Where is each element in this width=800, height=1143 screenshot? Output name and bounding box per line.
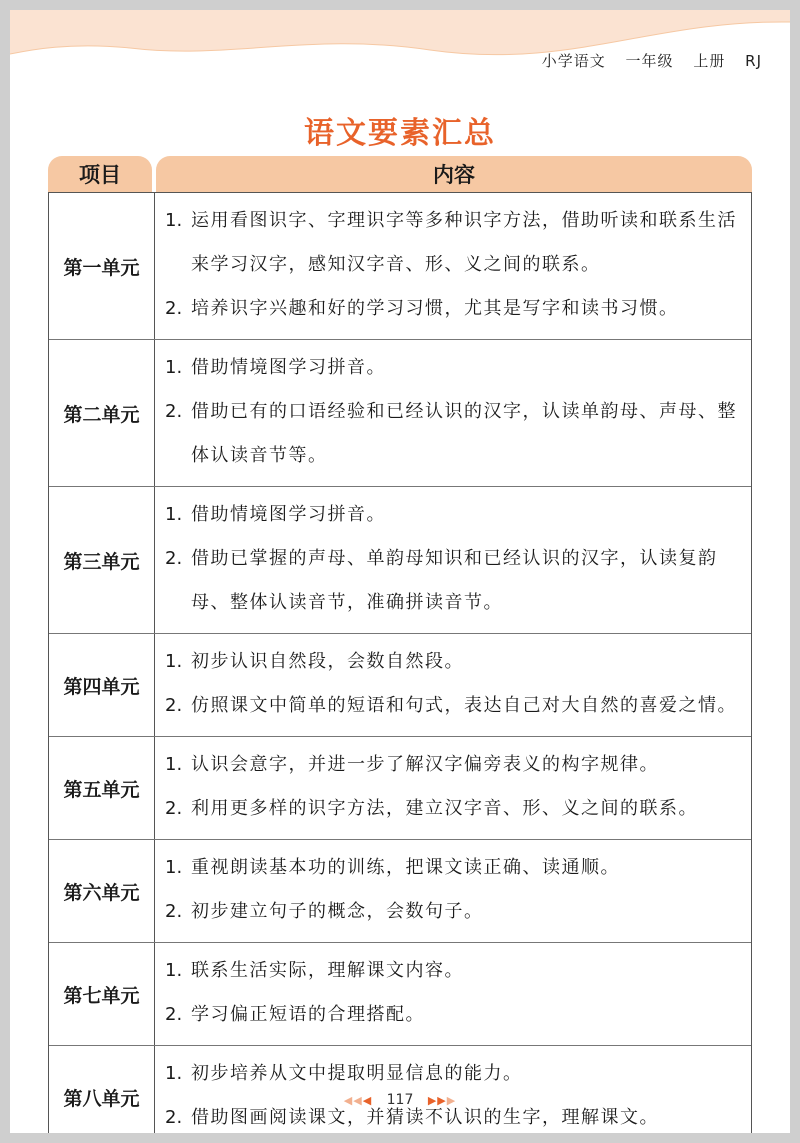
unit-cell: 第三单元 xyxy=(49,487,155,633)
item-number: 2. xyxy=(165,901,183,922)
item-number: 1. xyxy=(165,960,183,981)
item-text: 重视朗读基本功的训练，把课文读正确、读通顺。 xyxy=(191,857,620,878)
table-row xyxy=(49,633,751,736)
item-number: 2. xyxy=(165,1004,183,1025)
unit-cell: 第八单元 xyxy=(49,1046,155,1143)
list-item xyxy=(165,743,743,787)
list-item xyxy=(165,890,743,934)
content-cell xyxy=(155,634,751,736)
table-row xyxy=(49,942,751,1045)
unit-cell: 第五单元 xyxy=(49,737,155,839)
list-item xyxy=(165,390,743,478)
item-text: 运用看图识字、字理识字等多种识字方法，借助听读和联系生活来学习汉字，感知汉字音、形、义之间的联系。 xyxy=(191,210,737,275)
table-row xyxy=(49,839,751,942)
item-number: 2. xyxy=(165,695,183,716)
next-arrow-icon: ▶▶ xyxy=(427,1093,447,1107)
list-item xyxy=(165,787,743,831)
page-footer xyxy=(10,1092,790,1108)
table-header xyxy=(48,156,752,192)
list-item xyxy=(165,684,743,728)
item-number: 2. xyxy=(165,298,183,319)
column-header-item: 项目 xyxy=(48,156,152,192)
item-text: 认识会意字，并进一步了解汉字偏旁表义的构字规律。 xyxy=(191,754,659,775)
item-text: 初步认识自然段，会数自然段。 xyxy=(191,651,464,672)
prev-arrows-icon: ◀◀ xyxy=(343,1093,363,1107)
item-number: 2. xyxy=(165,798,183,819)
content-cell xyxy=(155,340,751,486)
item-number: 1. xyxy=(165,651,183,672)
item-number: 1. xyxy=(165,857,183,878)
next-arrows-icon: ▶ xyxy=(446,1093,457,1107)
table-row xyxy=(49,736,751,839)
item-text: 借助已有的口语经验和已经认识的汉字，认读单韵母、声母、整体认读音节等。 xyxy=(191,401,737,466)
item-number: 2. xyxy=(165,1107,183,1128)
list-item xyxy=(165,1052,743,1096)
list-item xyxy=(165,493,743,537)
item-number: 2. xyxy=(165,548,183,569)
content-cell xyxy=(155,840,751,942)
table-row xyxy=(49,193,751,339)
list-item xyxy=(165,993,743,1037)
item-text: 利用更多样的识字方法，建立汉字音、形、义之间的联系。 xyxy=(191,798,698,819)
unit-cell: 第二单元 xyxy=(49,340,155,486)
item-number: 1. xyxy=(165,357,183,378)
item-number: 1. xyxy=(165,1063,183,1084)
unit-cell: 第一单元 xyxy=(49,193,155,339)
content-cell xyxy=(155,737,751,839)
book-info xyxy=(528,50,762,71)
unit-cell: 第四单元 xyxy=(49,634,155,736)
content-cell xyxy=(155,193,751,339)
list-item xyxy=(165,346,743,390)
table-body xyxy=(48,192,752,1143)
unit-cell: 第七单元 xyxy=(49,943,155,1045)
content-cell xyxy=(155,943,751,1045)
item-number: 1. xyxy=(165,504,183,525)
page-number: 117 xyxy=(386,1092,414,1108)
column-header-content: 内容 xyxy=(156,156,752,192)
list-item xyxy=(165,199,743,287)
item-text: 借助情境图学习拼音。 xyxy=(191,357,386,378)
grade-label: 一年级 xyxy=(625,52,674,70)
table-row xyxy=(49,339,751,486)
prev-arrow-icon: ◀ xyxy=(362,1093,373,1107)
item-text: 培养识字兴趣和好的学习习惯，尤其是写字和读书习惯。 xyxy=(191,298,679,319)
summary-table xyxy=(48,156,752,1143)
item-number: 1. xyxy=(165,754,183,775)
volume-label: 上册 xyxy=(693,52,726,70)
content-cell xyxy=(155,487,751,633)
table-row xyxy=(49,486,751,633)
unit-cell: 第六单元 xyxy=(49,840,155,942)
item-text: 借助图画阅读课文，并猜读不认识的生字，理解课文。 xyxy=(191,1107,659,1128)
item-number: 1. xyxy=(165,210,183,231)
item-text: 初步培养从文中提取明显信息的能力。 xyxy=(191,1063,523,1084)
page-title: 语文要素汇总 xyxy=(304,116,496,151)
list-item xyxy=(165,846,743,890)
edition-label: RJ xyxy=(745,52,762,70)
subject-label: 小学语文 xyxy=(541,52,606,70)
list-item xyxy=(165,287,743,331)
item-text: 仿照课文中简单的短语和句式，表达自己对大自然的喜爱之情。 xyxy=(191,695,737,716)
list-item xyxy=(165,949,743,993)
item-text: 借助已掌握的声母、单韵母知识和已经认识的汉字，认读复韵母、整体认读音节，准确拼读音节。 xyxy=(191,548,718,613)
item-number: 2. xyxy=(165,401,183,422)
item-text: 学习偏正短语的合理搭配。 xyxy=(191,1004,425,1025)
item-text: 联系生活实际，理解课文内容。 xyxy=(191,960,464,981)
list-item xyxy=(165,640,743,684)
item-text: 借助情境图学习拼音。 xyxy=(191,504,386,525)
list-item xyxy=(165,537,743,625)
item-text: 初步建立句子的概念，会数句子。 xyxy=(191,901,484,922)
